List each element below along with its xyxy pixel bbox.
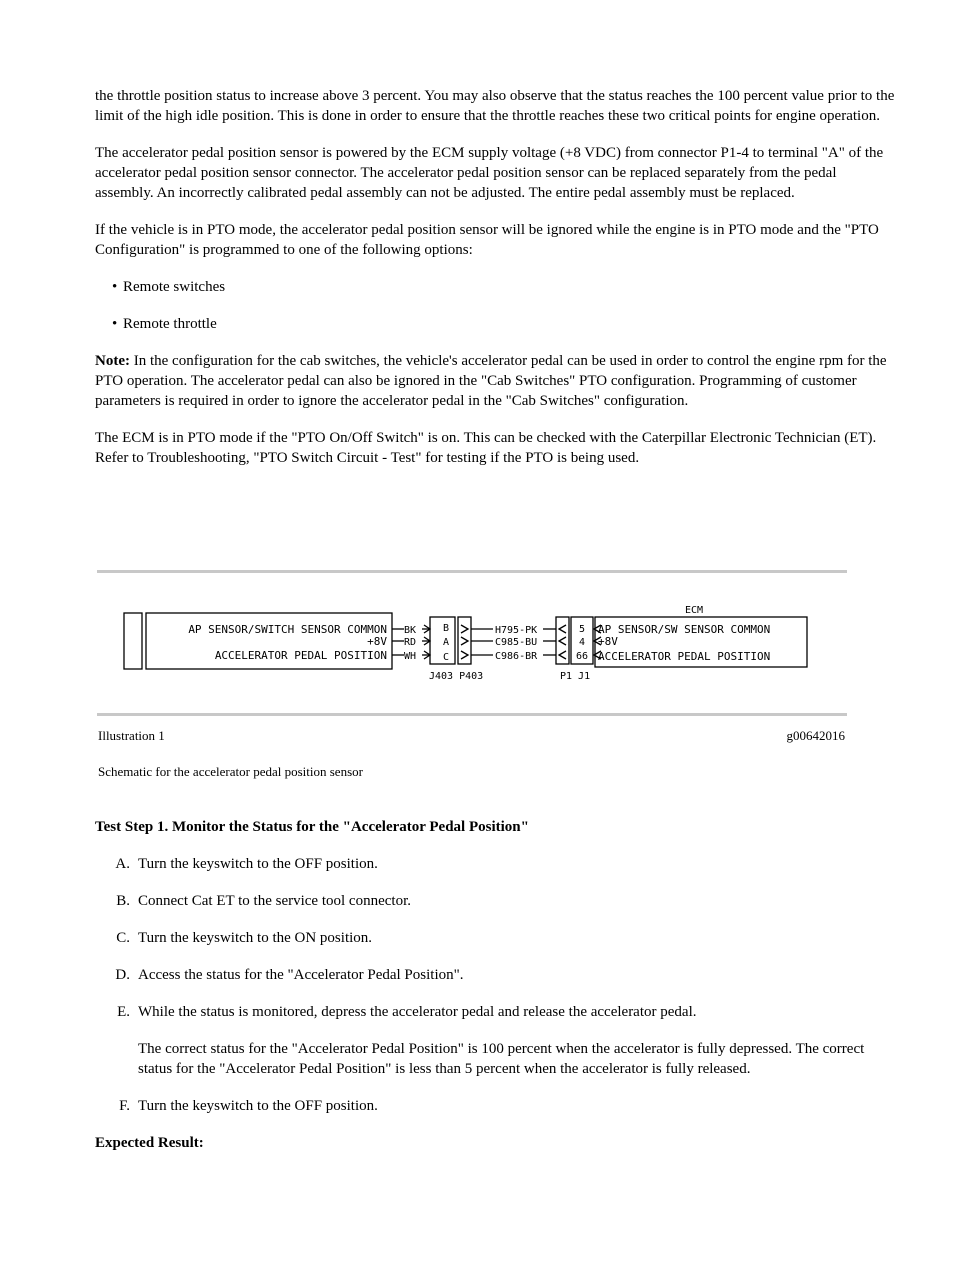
p1-pin-5: 5 <box>578 624 586 635</box>
options-list <box>95 277 895 334</box>
step-item <box>95 1002 895 1079</box>
harness-wire-c985: C985-BU <box>495 637 538 648</box>
paragraph: The accelerator pedal position sensor is powered by the ECM supply voltage (+8 VDC) from connector P1-4 to terminal "A" of the accelerator pedal position sensor connector. The accelerator pedal position sensor can be replaced separately from the pedal assembly. An incorrectly calibrated pedal assembly can not be adjusted. The entire pedal assembly must be replaced. <box>95 145 884 201</box>
illustration-label: Illustration 1 <box>98 728 165 743</box>
list-item-text: Remote switches <box>123 279 226 295</box>
step-text: Turn the keyswitch to the OFF position. <box>138 856 378 872</box>
step-label: E. <box>117 1004 130 1020</box>
sensor-label-8v: +8V <box>367 635 387 648</box>
note-paragraph <box>95 351 895 411</box>
step-item <box>95 1096 895 1116</box>
ecm-label-position: ACCELERATOR PEDAL POSITION <box>598 650 771 663</box>
paragraph: The ECM is in PTO mode if the "PTO On/Off Switch" is on. This can be checked with the Caterpillar Electronic Technician (ET). Refer to Troubleshooting, "PTO Switch Circuit - Test" for testing if the PTO is being used. <box>95 430 877 466</box>
bullet-icon: • <box>112 279 118 295</box>
step-label: F. <box>119 1098 130 1114</box>
step-text: Access the status for the "Accelerator Pedal Position". <box>138 967 464 983</box>
connector-label-p1: P1 J1 <box>560 671 591 682</box>
sensor-small-box <box>124 613 142 669</box>
intro-section <box>95 86 895 485</box>
step-item <box>95 928 895 948</box>
ecm-label-8v: +8V <box>598 635 618 648</box>
schematic-diagram <box>97 573 847 713</box>
p1-pin-66: 66 <box>575 651 589 662</box>
step-item <box>95 854 895 874</box>
figure-caption: Schematic for the accelerator pedal position sensor <box>98 764 363 779</box>
step-text: Connect Cat ET to the service tool connector. <box>138 893 411 909</box>
paragraph: the throttle position status to increase above 3 percent. You may also observe that the status reaches the 100 percent value prior to the limit of the high idle position. This is done in order to ensure that the throttle reaches these two critical points for engine operation. <box>95 88 895 124</box>
step-label: C. <box>116 930 130 946</box>
list-item <box>95 277 895 297</box>
expected-result-label: Expected Result: <box>95 1135 204 1151</box>
paragraph: If the vehicle is in PTO mode, the accelerator pedal position sensor will be ignored while the engine is in PTO mode and the "PTO Configuration" is programmed to one of the following options: <box>95 222 879 258</box>
sensor-label-position: ACCELERATOR PEDAL POSITION <box>214 649 387 662</box>
harness-wire-h795: H795-PK <box>495 625 538 636</box>
step-label: A. <box>115 856 130 872</box>
test-step-title: Test Step 1. Monitor the Status for the "Accelerator Pedal Position" <box>95 819 529 835</box>
harness-wire-c986: C986-BR <box>495 651 538 662</box>
step-text: Turn the keyswitch to the ON position. <box>138 930 373 946</box>
step-label: B. <box>116 893 130 909</box>
j403-pin-b: B <box>442 623 450 634</box>
list-item-text: Remote throttle <box>123 316 217 332</box>
divider <box>97 713 847 716</box>
p1-pin-4: 4 <box>578 637 586 648</box>
steps-list <box>95 854 895 1116</box>
step-detail: The correct status for the "Accelerator Pedal Position" is 100 percent when the accelerator is fully depressed. The correct status for the "Accelerator Pedal Position" is less than 5 percent when the accelerator is fully released. <box>138 1041 865 1077</box>
schematic-figure <box>97 570 847 716</box>
ecm-title: ECM <box>684 605 704 616</box>
step-text: Turn the keyswitch to the OFF position. <box>138 1098 378 1114</box>
step-label: D. <box>115 967 130 983</box>
wire-color-rd: RD <box>404 637 417 648</box>
wire-color-wh: WH <box>404 651 417 662</box>
connector-label-j403: J403 P403 <box>429 671 484 682</box>
j403-pin-c: C <box>442 652 450 663</box>
step-item <box>95 965 895 985</box>
wire-color-bk: BK <box>404 625 417 636</box>
illustration-id: g00642016 <box>786 728 845 743</box>
note-label: Note: <box>95 353 130 369</box>
bullet-icon: • <box>112 316 118 332</box>
step-item <box>95 891 895 911</box>
list-item <box>95 314 895 334</box>
step-text: While the status is monitored, depress the accelerator pedal and release the accelerator pedal. <box>138 1004 697 1020</box>
sensor-label-common: AP SENSOR/SWITCH SENSOR COMMON <box>188 623 387 636</box>
test-step-section <box>95 817 895 1153</box>
ecm-label-common: AP SENSOR/SW SENSOR COMMON <box>598 623 771 636</box>
j403-pin-a: A <box>442 637 450 648</box>
note-text: In the configuration for the cab switches, the vehicle's accelerator pedal can be used in order to control the engine rpm for the PTO operation. The accelerator pedal can also be ignored in the "Cab Switches" PTO configuration. Programming of customer parameters is required in order to ignore the accelerator pedal in the "Cab Switches" configuration. <box>95 353 887 409</box>
